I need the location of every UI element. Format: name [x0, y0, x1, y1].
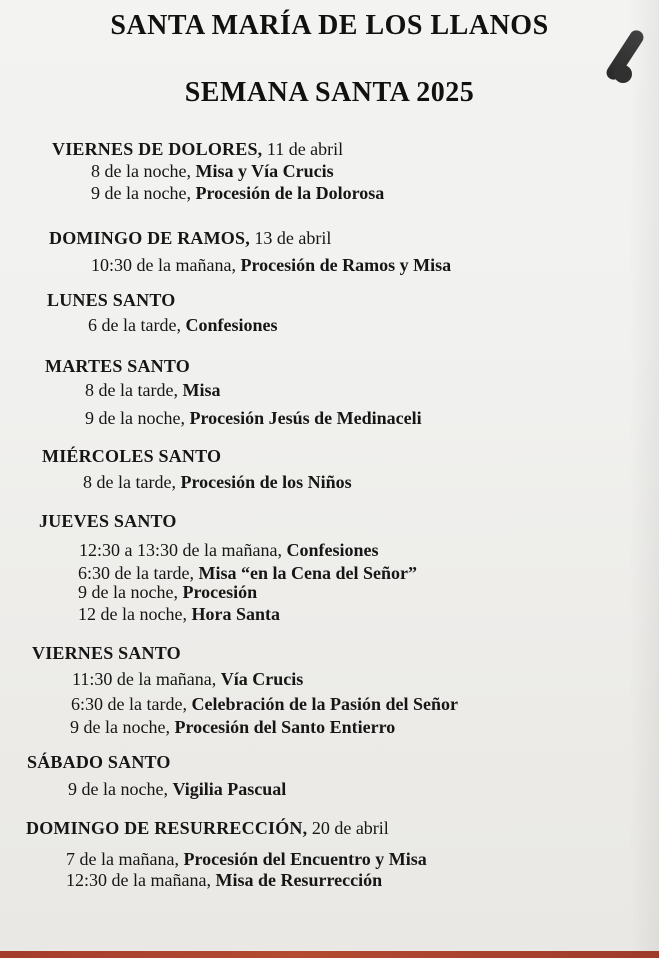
- event-time: 8 de la noche,: [91, 161, 196, 181]
- day-name: SÁBADO SANTO: [27, 752, 171, 772]
- day-heading-sabado-santo: [27, 752, 171, 773]
- paper-shadow: [629, 0, 659, 958]
- day-name: DOMINGO DE RESURRECCIÓN,: [26, 818, 308, 838]
- event-time: 9 de la noche,: [70, 717, 175, 737]
- event-activity: Procesión de Ramos y Misa: [240, 255, 452, 275]
- event-time: 6:30 de la tarde,: [78, 563, 199, 583]
- event-time: 8 de la tarde,: [85, 380, 183, 400]
- schedule-event: [78, 563, 417, 584]
- event-activity: Misa y Vía Crucis: [195, 161, 334, 181]
- table-edge: [0, 951, 659, 958]
- event-activity: Hora Santa: [191, 604, 280, 624]
- event-activity: Procesión: [182, 582, 258, 602]
- event-activity: Celebración de la Pasión del Señor: [191, 694, 458, 714]
- day-name: DOMINGO DE RAMOS,: [49, 228, 250, 248]
- schedule-event: [91, 161, 334, 182]
- event-time: 9 de la noche,: [78, 582, 183, 602]
- event-activity: Misa de Resurrección: [215, 870, 383, 890]
- event-time: 12:30 de la mañana,: [66, 870, 216, 890]
- event-activity: Procesión de los Niños: [180, 472, 352, 492]
- schedule-event: [83, 472, 352, 493]
- event-time: 7 de la mañana,: [66, 849, 184, 869]
- schedule-event: [88, 315, 277, 336]
- event-time: 8 de la tarde,: [83, 472, 181, 492]
- day-heading-domingo-ramos: [49, 228, 331, 249]
- schedule-event: [91, 183, 384, 204]
- event-activity: Misa “en la Cena del Señor”: [198, 563, 417, 583]
- event-time: 9 de la noche,: [91, 183, 196, 203]
- event-activity: Procesión de la Dolorosa: [195, 183, 385, 203]
- schedule-event: [71, 694, 458, 715]
- day-heading-viernes-santo: [32, 643, 181, 664]
- day-date: 13 de abril: [249, 228, 332, 248]
- event-activity: Vigilia Pascual: [172, 779, 287, 799]
- day-name: VIERNES SANTO: [32, 643, 181, 663]
- schedule-event: [66, 870, 382, 891]
- event-time: 9 de la noche,: [68, 779, 173, 799]
- parish-title: SANTA MARÍA DE LOS LLANOS: [110, 10, 549, 41]
- event-title: SEMANA SANTA 2025: [184, 77, 475, 108]
- event-time: 12:30 a 13:30 de la mañana,: [79, 540, 287, 560]
- day-name: VIERNES DE DOLORES,: [52, 139, 263, 159]
- event-time: 6:30 de la tarde,: [71, 694, 192, 714]
- day-heading-domingo-resurreccion: [26, 818, 389, 839]
- day-heading-jueves-santo: [39, 511, 177, 532]
- day-name: MIÉRCOLES SANTO: [42, 446, 222, 466]
- day-date: 20 de abril: [307, 818, 389, 838]
- event-time: 9 de la noche,: [85, 408, 190, 428]
- schedule-event: [85, 380, 220, 401]
- schedule-event: [68, 779, 286, 800]
- schedule-event: [85, 408, 422, 429]
- schedule-event: [72, 669, 303, 690]
- event-activity: Procesión del Santo Entierro: [174, 717, 396, 737]
- event-time: 6 de la tarde,: [88, 315, 186, 335]
- event-time: 10:30 de la mañana,: [91, 255, 241, 275]
- event-activity: Procesión Jesús de Medinaceli: [189, 408, 422, 428]
- day-heading-lunes-santo: [47, 290, 175, 311]
- event-activity: Procesión del Encuentro y Misa: [183, 849, 427, 869]
- event-activity: Vía Crucis: [220, 669, 304, 689]
- schedule-event: [91, 255, 451, 276]
- schedule-event: [66, 849, 427, 870]
- day-heading-miercoles-santo: [42, 446, 221, 467]
- day-name: JUEVES SANTO: [39, 511, 177, 531]
- schedule-event: [78, 582, 257, 603]
- day-name: LUNES SANTO: [47, 290, 176, 310]
- event-activity: Misa: [182, 380, 221, 400]
- day-name: MARTES SANTO: [45, 356, 190, 376]
- day-heading-viernes-dolores: [52, 139, 343, 160]
- event-time: 11:30 de la mañana,: [72, 669, 221, 689]
- event-time: 12 de la noche,: [78, 604, 192, 624]
- schedule-event: [79, 540, 378, 561]
- schedule-event: [70, 717, 395, 738]
- event-activity: Confesiones: [185, 315, 278, 335]
- event-activity: Confesiones: [286, 540, 379, 560]
- day-date: 11 de abril: [262, 139, 344, 159]
- schedule-event: [78, 604, 280, 625]
- day-heading-martes-santo: [45, 356, 190, 377]
